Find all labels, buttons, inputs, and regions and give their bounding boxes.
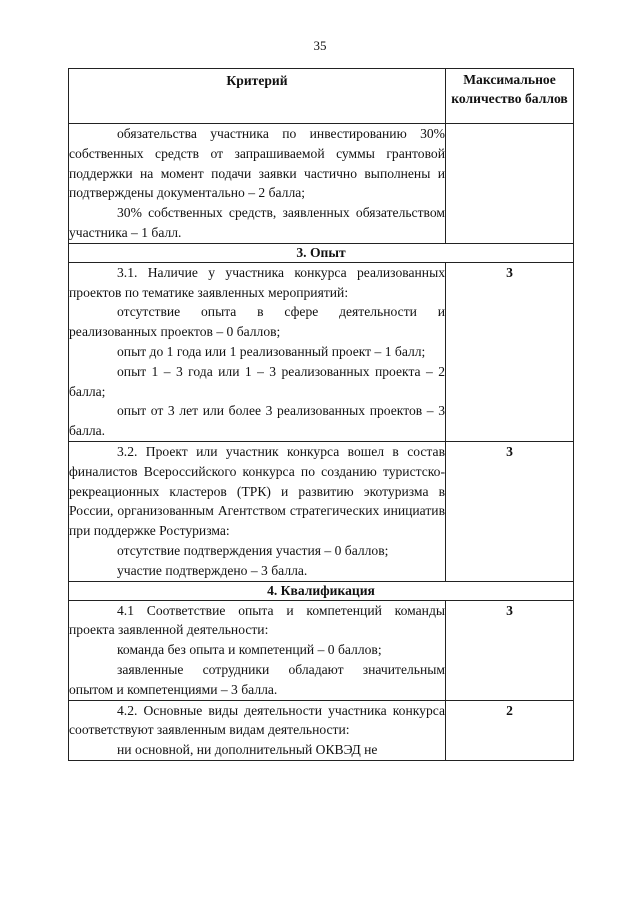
score-cell [446, 124, 574, 244]
max-score-header-text: Максимальное количество баллов [451, 72, 568, 106]
criterion-cell [69, 124, 446, 244]
section-title: 3. Опыт [69, 243, 574, 262]
criterion-paragraph: ни основной, ни дополнительный ОКВЭД не [117, 742, 378, 758]
table-row [69, 700, 574, 760]
criterion-paragraph: 30% собственных средств, заявленных обязательством участника – 1 балл. [69, 205, 445, 240]
criterion-paragraph: 4.1 Соответствие опыта и компетенций команды проекта заявленной деятельности: [69, 602, 445, 638]
criterion-paragraph: команда без опыта и компетенций – 0 баллов; [117, 642, 382, 658]
max-score-header [446, 69, 574, 124]
criterion-cell [69, 700, 446, 760]
criterion-paragraph: 3.1. Наличие у участника конкурса реализованных проектов по тематике заявленных мероприятий: [69, 264, 445, 300]
criterion-paragraph: обязательства участника по инвестированию 30% собственных средств от запрашиваемой суммы грантовой поддержки на момент подачи заявки частично выполнены и подтверждены документально – 2 балла; [69, 126, 445, 201]
table-row [69, 600, 574, 700]
criteria-table [68, 68, 574, 761]
table-row [69, 441, 574, 581]
criterion-header: Критерий [69, 69, 446, 124]
criterion-cell [69, 441, 446, 581]
criterion-cell [69, 600, 446, 700]
criterion-paragraph: 3.2. Проект или участник конкурса вошел в состав финалистов Всероссийского конкурса по созданию туристско-рекреационных кластеров (ТРК) и развитию экотуризма в России, организованным Агентством стратегических инициатив при поддержке Ростуризма: [69, 443, 445, 539]
criterion-paragraph: опыт до 1 года или 1 реализованный проект – 1 балл; [117, 343, 426, 359]
section-row-experience [69, 243, 574, 262]
criterion-paragraph: заявленные сотрудники обладают значительным опытом и компетенциями – 3 балла. [69, 661, 445, 697]
score-cell: 3 [446, 262, 574, 441]
table-header-row [69, 69, 574, 124]
score-cell: 3 [446, 441, 574, 581]
criterion-paragraph: участие подтверждено – 3 балла. [117, 562, 308, 578]
criterion-paragraph: отсутствие опыта в сфере деятельности и реализованных проектов – 0 баллов; [69, 304, 445, 340]
table-row [69, 262, 574, 441]
criterion-paragraph: опыт от 3 лет или более 3 реализованных проектов – 3 балла. [69, 403, 445, 439]
criterion-paragraph: опыт 1 – 3 года или 1 – 3 реализованных проекта – 2 балла; [69, 363, 445, 399]
criterion-paragraph: отсутствие подтверждения участия – 0 баллов; [117, 542, 389, 558]
criterion-cell [69, 262, 446, 441]
section-title: 4. Квалификация [69, 581, 574, 600]
page-number: 35 [313, 38, 327, 53]
score-cell: 3 [446, 600, 574, 700]
section-row-qualification [69, 581, 574, 600]
table-row [69, 124, 574, 244]
criterion-paragraph: 4.2. Основные виды деятельности участника конкурса соответствуют заявленным видам деятельности: [69, 702, 445, 738]
score-cell: 2 [446, 700, 574, 760]
